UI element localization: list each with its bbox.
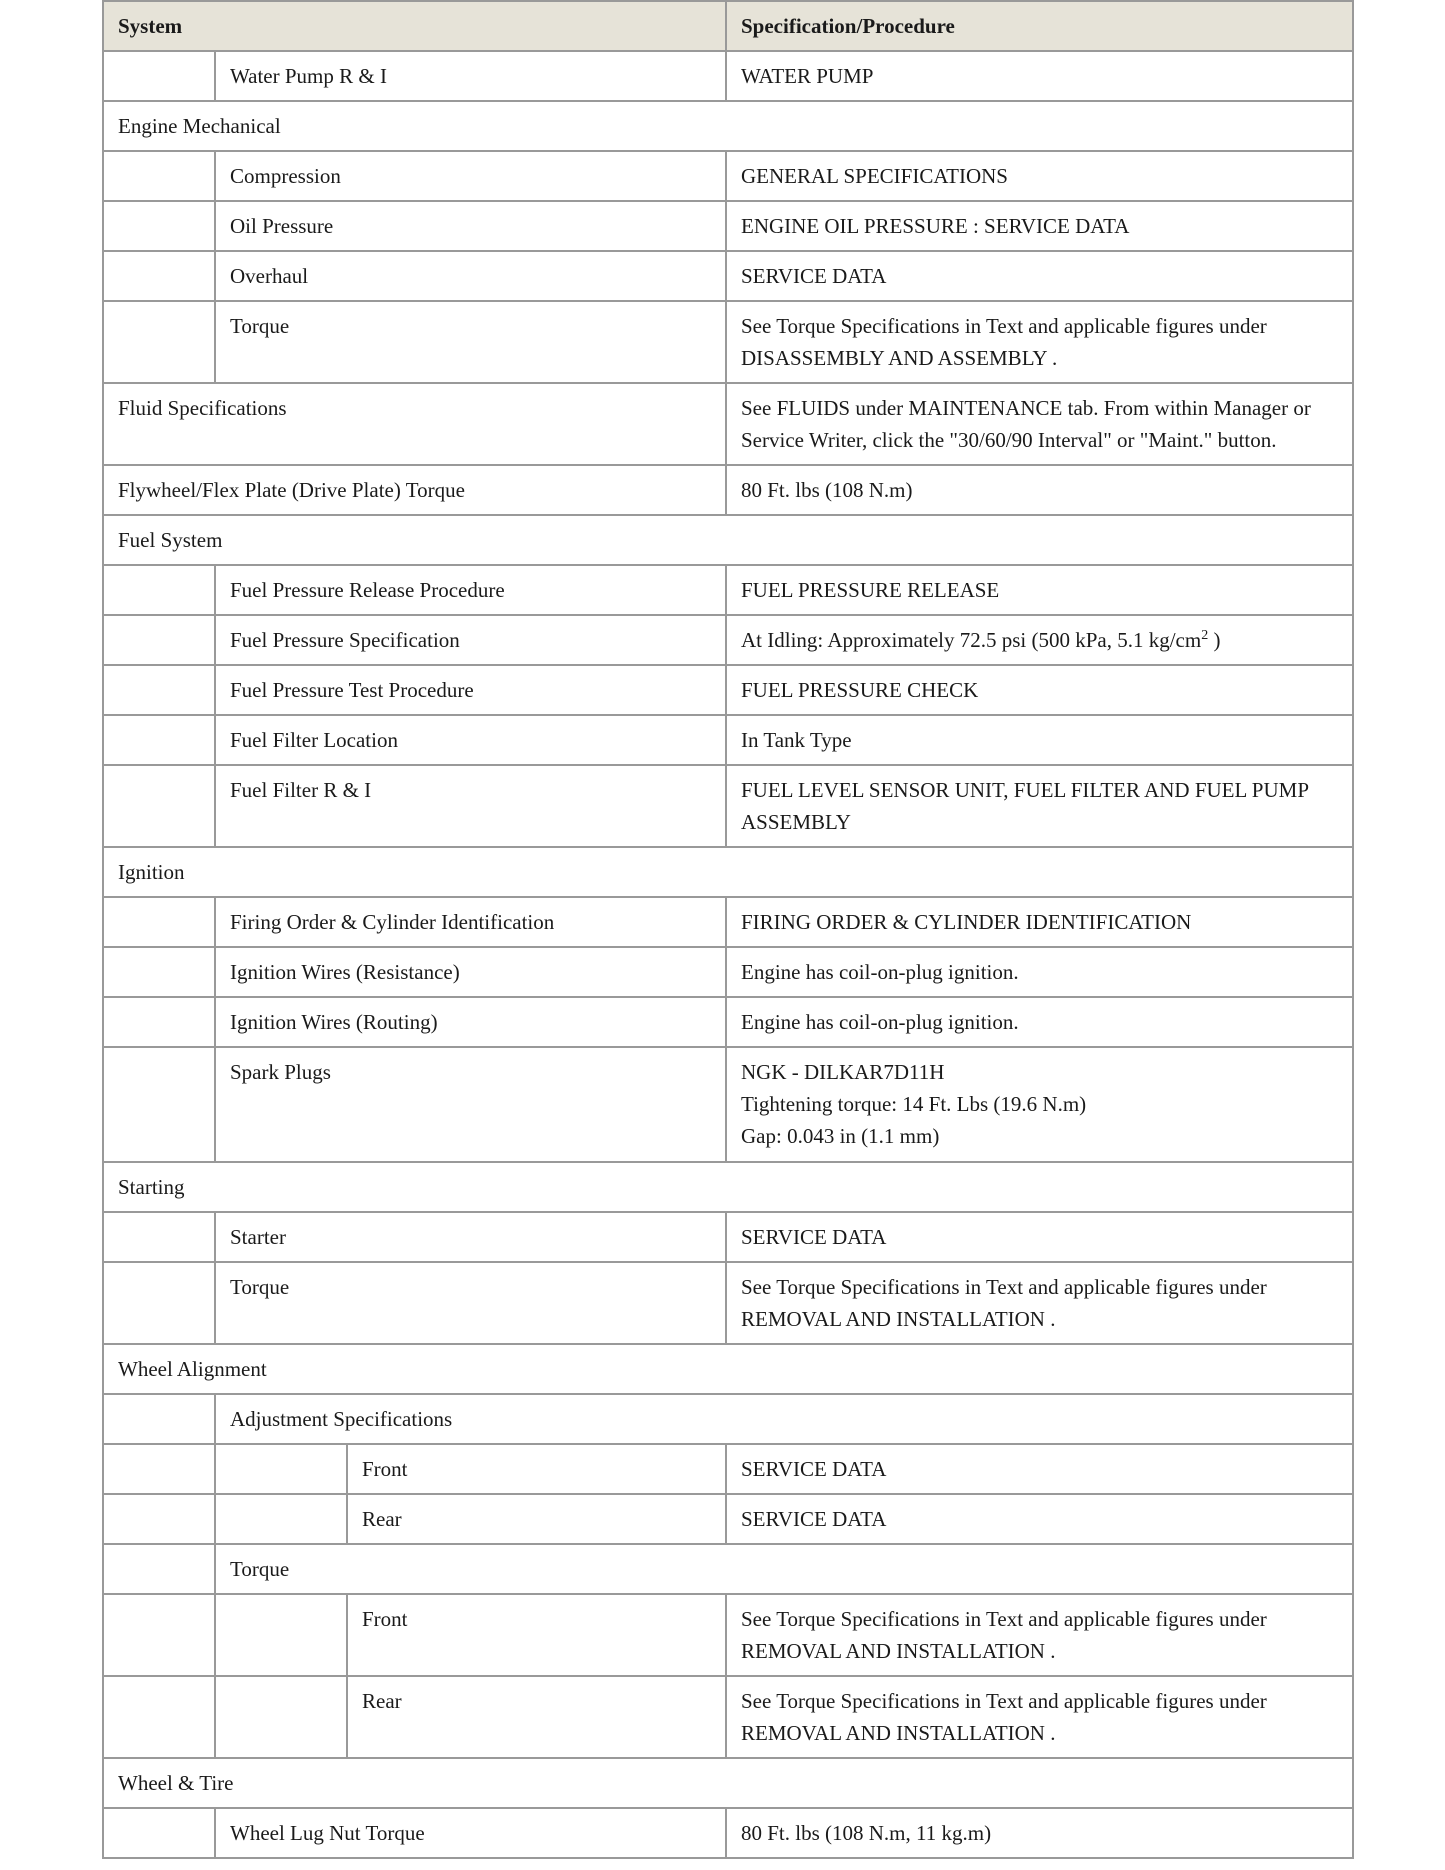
indent-cell xyxy=(103,665,215,715)
group-label: Adjustment Specifications xyxy=(215,1394,1353,1444)
spec-value xyxy=(726,301,1353,383)
indent-cell xyxy=(103,1594,215,1676)
table-row xyxy=(103,1212,1353,1262)
indent-cell xyxy=(103,151,215,201)
spec-value-line xyxy=(741,1271,1338,1303)
spec-value-line xyxy=(741,1817,1338,1849)
system-label: Ignition Wires (Routing) xyxy=(215,997,726,1047)
indent-cell xyxy=(103,1444,215,1494)
spec-value xyxy=(726,1676,1353,1758)
header-system: System xyxy=(103,1,726,51)
spec-value-line xyxy=(741,1088,1338,1120)
spec-value-line xyxy=(741,1717,1338,1749)
spec-value-line xyxy=(741,1221,1338,1253)
spec-value xyxy=(726,615,1353,665)
spec-value-line xyxy=(741,60,1338,92)
table-row xyxy=(103,997,1353,1047)
indent-cell xyxy=(215,1676,347,1758)
spec-value-line xyxy=(741,774,1338,806)
spec-text: NGK - DILKAR7D11H xyxy=(741,1060,945,1084)
spec-value-line xyxy=(741,806,1338,838)
group-label: Torque xyxy=(215,1544,1353,1594)
table-row xyxy=(103,615,1353,665)
spec-text: SERVICE DATA xyxy=(741,264,887,288)
system-label: Wheel Lug Nut Torque xyxy=(215,1808,726,1858)
table-row xyxy=(103,1676,1353,1758)
spec-value xyxy=(726,715,1353,765)
system-label: Rear xyxy=(347,1676,726,1758)
spec-value xyxy=(726,383,1353,465)
system-label: Overhaul xyxy=(215,251,726,301)
group-row xyxy=(103,1758,1353,1808)
spec-body xyxy=(103,51,1353,1858)
spec-table xyxy=(102,0,1354,1859)
spec-text: FUEL PRESSURE CHECK xyxy=(741,678,979,702)
spec-value xyxy=(726,765,1353,847)
indent-cell xyxy=(103,301,215,383)
spec-value-line xyxy=(741,474,1338,506)
table-row xyxy=(103,665,1353,715)
group-label: Fuel System xyxy=(103,515,1353,565)
spec-text: Tightening torque: 14 Ft. Lbs (19.6 N.m) xyxy=(741,1092,1087,1116)
indent-cell xyxy=(215,1594,347,1676)
spec-text: REMOVAL AND INSTALLATION . xyxy=(741,1721,1056,1745)
system-label: Ignition Wires (Resistance) xyxy=(215,947,726,997)
spec-value-line xyxy=(741,342,1338,374)
system-label: Torque xyxy=(215,1262,726,1344)
table-row xyxy=(103,51,1353,101)
group-row xyxy=(103,1344,1353,1394)
indent-cell xyxy=(103,201,215,251)
system-label: Compression xyxy=(215,151,726,201)
indent-cell xyxy=(103,565,215,615)
group-row xyxy=(103,1394,1353,1444)
indent-cell xyxy=(103,1262,215,1344)
spec-value-line xyxy=(741,260,1338,292)
group-label: Starting xyxy=(103,1162,1353,1212)
indent-cell xyxy=(103,1494,215,1544)
spec-value xyxy=(726,465,1353,515)
group-row xyxy=(103,101,1353,151)
indent-cell xyxy=(103,51,215,101)
spec-value xyxy=(726,1047,1353,1162)
indent-cell xyxy=(103,897,215,947)
indent-cell xyxy=(103,615,215,665)
system-label: Water Pump R & I xyxy=(215,51,726,101)
system-label: Fuel Pressure Release Procedure xyxy=(215,565,726,615)
system-label: Flywheel/Flex Plate (Drive Plate) Torque xyxy=(103,465,726,515)
spec-value xyxy=(726,665,1353,715)
spec-text: 80 Ft. lbs (108 N.m, 11 kg.m) xyxy=(741,1821,992,1845)
spec-value-line xyxy=(741,956,1338,988)
spec-value-line xyxy=(741,1685,1338,1717)
spec-value-line xyxy=(741,392,1338,424)
group-row xyxy=(103,1544,1353,1594)
spec-value xyxy=(726,1444,1353,1494)
spec-value-line xyxy=(741,724,1338,756)
header-row xyxy=(103,1,1353,51)
spec-text: FUEL LEVEL SENSOR UNIT, FUEL FILTER AND FUEL PUMP xyxy=(741,778,1309,802)
group-label: Engine Mechanical xyxy=(103,101,1353,151)
indent-cell xyxy=(103,1544,215,1594)
spec-value-line xyxy=(741,1453,1338,1485)
table-row xyxy=(103,715,1353,765)
spec-value xyxy=(726,565,1353,615)
system-label: Rear xyxy=(347,1494,726,1544)
table-row xyxy=(103,383,1353,465)
spec-value xyxy=(726,897,1353,947)
spec-value-line xyxy=(741,210,1338,242)
spec-text: SERVICE DATA xyxy=(741,1225,887,1249)
spec-text: See Torque Specifications in Text and applicable figures under xyxy=(741,314,1267,338)
spec-value-line xyxy=(741,1635,1338,1667)
spec-value xyxy=(726,1594,1353,1676)
spec-value-line xyxy=(741,424,1338,456)
system-label: Fuel Pressure Test Procedure xyxy=(215,665,726,715)
spec-text: REMOVAL AND INSTALLATION . xyxy=(741,1639,1056,1663)
system-label: Torque xyxy=(215,301,726,383)
spec-text: SERVICE DATA xyxy=(741,1507,887,1531)
spec-value xyxy=(726,1808,1353,1858)
table-row xyxy=(103,1444,1353,1494)
indent-cell xyxy=(103,715,215,765)
spec-value xyxy=(726,1494,1353,1544)
spec-text: See Torque Specifications in Text and applicable figures under xyxy=(741,1607,1267,1631)
spec-text: FUEL PRESSURE RELEASE xyxy=(741,578,1000,602)
spec-value-line xyxy=(741,1056,1338,1088)
spec-value xyxy=(726,947,1353,997)
spec-text: GENERAL SPECIFICATIONS xyxy=(741,164,1008,188)
spec-text: In Tank Type xyxy=(741,728,852,752)
spec-text: SERVICE DATA xyxy=(741,1457,887,1481)
spec-text: DISASSEMBLY AND ASSEMBLY . xyxy=(741,346,1058,370)
table-row xyxy=(103,1494,1353,1544)
table-row xyxy=(103,201,1353,251)
spec-text: Service Writer, click the "30/60/90 Interval" or "Maint." button. xyxy=(741,428,1277,452)
spec-value xyxy=(726,251,1353,301)
table-row xyxy=(103,947,1353,997)
indent-cell xyxy=(103,251,215,301)
spec-text: At Idling: Approximately 72.5 psi (500 kPa, 5.1 kg/cm xyxy=(741,628,1202,652)
indent-cell xyxy=(103,1394,215,1444)
spec-text: 80 Ft. lbs (108 N.m) xyxy=(741,478,913,502)
spec-value-line xyxy=(741,1120,1338,1152)
spec-value-line xyxy=(741,1503,1338,1535)
system-label: Firing Order & Cylinder Identification xyxy=(215,897,726,947)
table-row xyxy=(103,565,1353,615)
group-label: Wheel & Tire xyxy=(103,1758,1353,1808)
header-spec: Specification/Procedure xyxy=(726,1,1353,51)
spec-suffix: ) xyxy=(1208,628,1221,652)
table-row xyxy=(103,465,1353,515)
spec-value-line xyxy=(741,310,1338,342)
spec-value-line xyxy=(741,574,1338,606)
table-row xyxy=(103,1047,1353,1162)
spec-value-line xyxy=(741,624,1338,656)
spec-value-line xyxy=(741,906,1338,938)
system-label: Starter xyxy=(215,1212,726,1262)
indent-cell xyxy=(103,997,215,1047)
indent-cell xyxy=(215,1444,347,1494)
indent-cell xyxy=(103,1808,215,1858)
system-label: Fuel Filter Location xyxy=(215,715,726,765)
spec-value xyxy=(726,1212,1353,1262)
spec-value xyxy=(726,151,1353,201)
indent-cell xyxy=(215,1494,347,1544)
system-label: Fluid Specifications xyxy=(103,383,726,465)
spec-value xyxy=(726,997,1353,1047)
system-label: Spark Plugs xyxy=(215,1047,726,1162)
spec-text: See FLUIDS under MAINTENANCE tab. From within Manager or xyxy=(741,396,1311,420)
group-label: Wheel Alignment xyxy=(103,1344,1353,1394)
spec-text: Engine has coil-on-plug ignition. xyxy=(741,1010,1019,1034)
spec-text: Engine has coil-on-plug ignition. xyxy=(741,960,1019,984)
spec-value-line xyxy=(741,674,1338,706)
table-row xyxy=(103,765,1353,847)
indent-cell xyxy=(103,1212,215,1262)
spec-value-line xyxy=(741,160,1338,192)
table-row xyxy=(103,151,1353,201)
indent-cell xyxy=(103,765,215,847)
spec-text: ENGINE OIL PRESSURE : SERVICE DATA xyxy=(741,214,1130,238)
superscript: 2 xyxy=(1201,628,1209,643)
indent-cell xyxy=(103,1047,215,1162)
group-row xyxy=(103,847,1353,897)
system-label: Front xyxy=(347,1594,726,1676)
system-label: Fuel Filter R & I xyxy=(215,765,726,847)
spec-text: See Torque Specifications in Text and applicable figures under xyxy=(741,1275,1267,1299)
table-row xyxy=(103,897,1353,947)
table-row xyxy=(103,251,1353,301)
spec-text: REMOVAL AND INSTALLATION . xyxy=(741,1307,1056,1331)
spec-value-line xyxy=(741,1603,1338,1635)
group-label: Ignition xyxy=(103,847,1353,897)
spec-text: WATER PUMP xyxy=(741,64,874,88)
spec-text: FIRING ORDER & CYLINDER IDENTIFICATION xyxy=(741,910,1192,934)
spec-value xyxy=(726,201,1353,251)
system-label: Oil Pressure xyxy=(215,201,726,251)
indent-cell xyxy=(103,1676,215,1758)
table-row xyxy=(103,1594,1353,1676)
spec-text: ASSEMBLY xyxy=(741,810,851,834)
spec-value-line xyxy=(741,1303,1338,1335)
indent-cell xyxy=(103,947,215,997)
system-label: Fuel Pressure Specification xyxy=(215,615,726,665)
table-row xyxy=(103,1808,1353,1858)
spec-text: Gap: 0.043 in (1.1 mm) xyxy=(741,1124,940,1148)
group-row xyxy=(103,1162,1353,1212)
spec-value xyxy=(726,51,1353,101)
spec-text: See Torque Specifications in Text and applicable figures under xyxy=(741,1689,1267,1713)
system-label: Front xyxy=(347,1444,726,1494)
table-row xyxy=(103,301,1353,383)
spec-value xyxy=(726,1262,1353,1344)
group-row xyxy=(103,515,1353,565)
spec-value-line xyxy=(741,1006,1338,1038)
table-row xyxy=(103,1262,1353,1344)
